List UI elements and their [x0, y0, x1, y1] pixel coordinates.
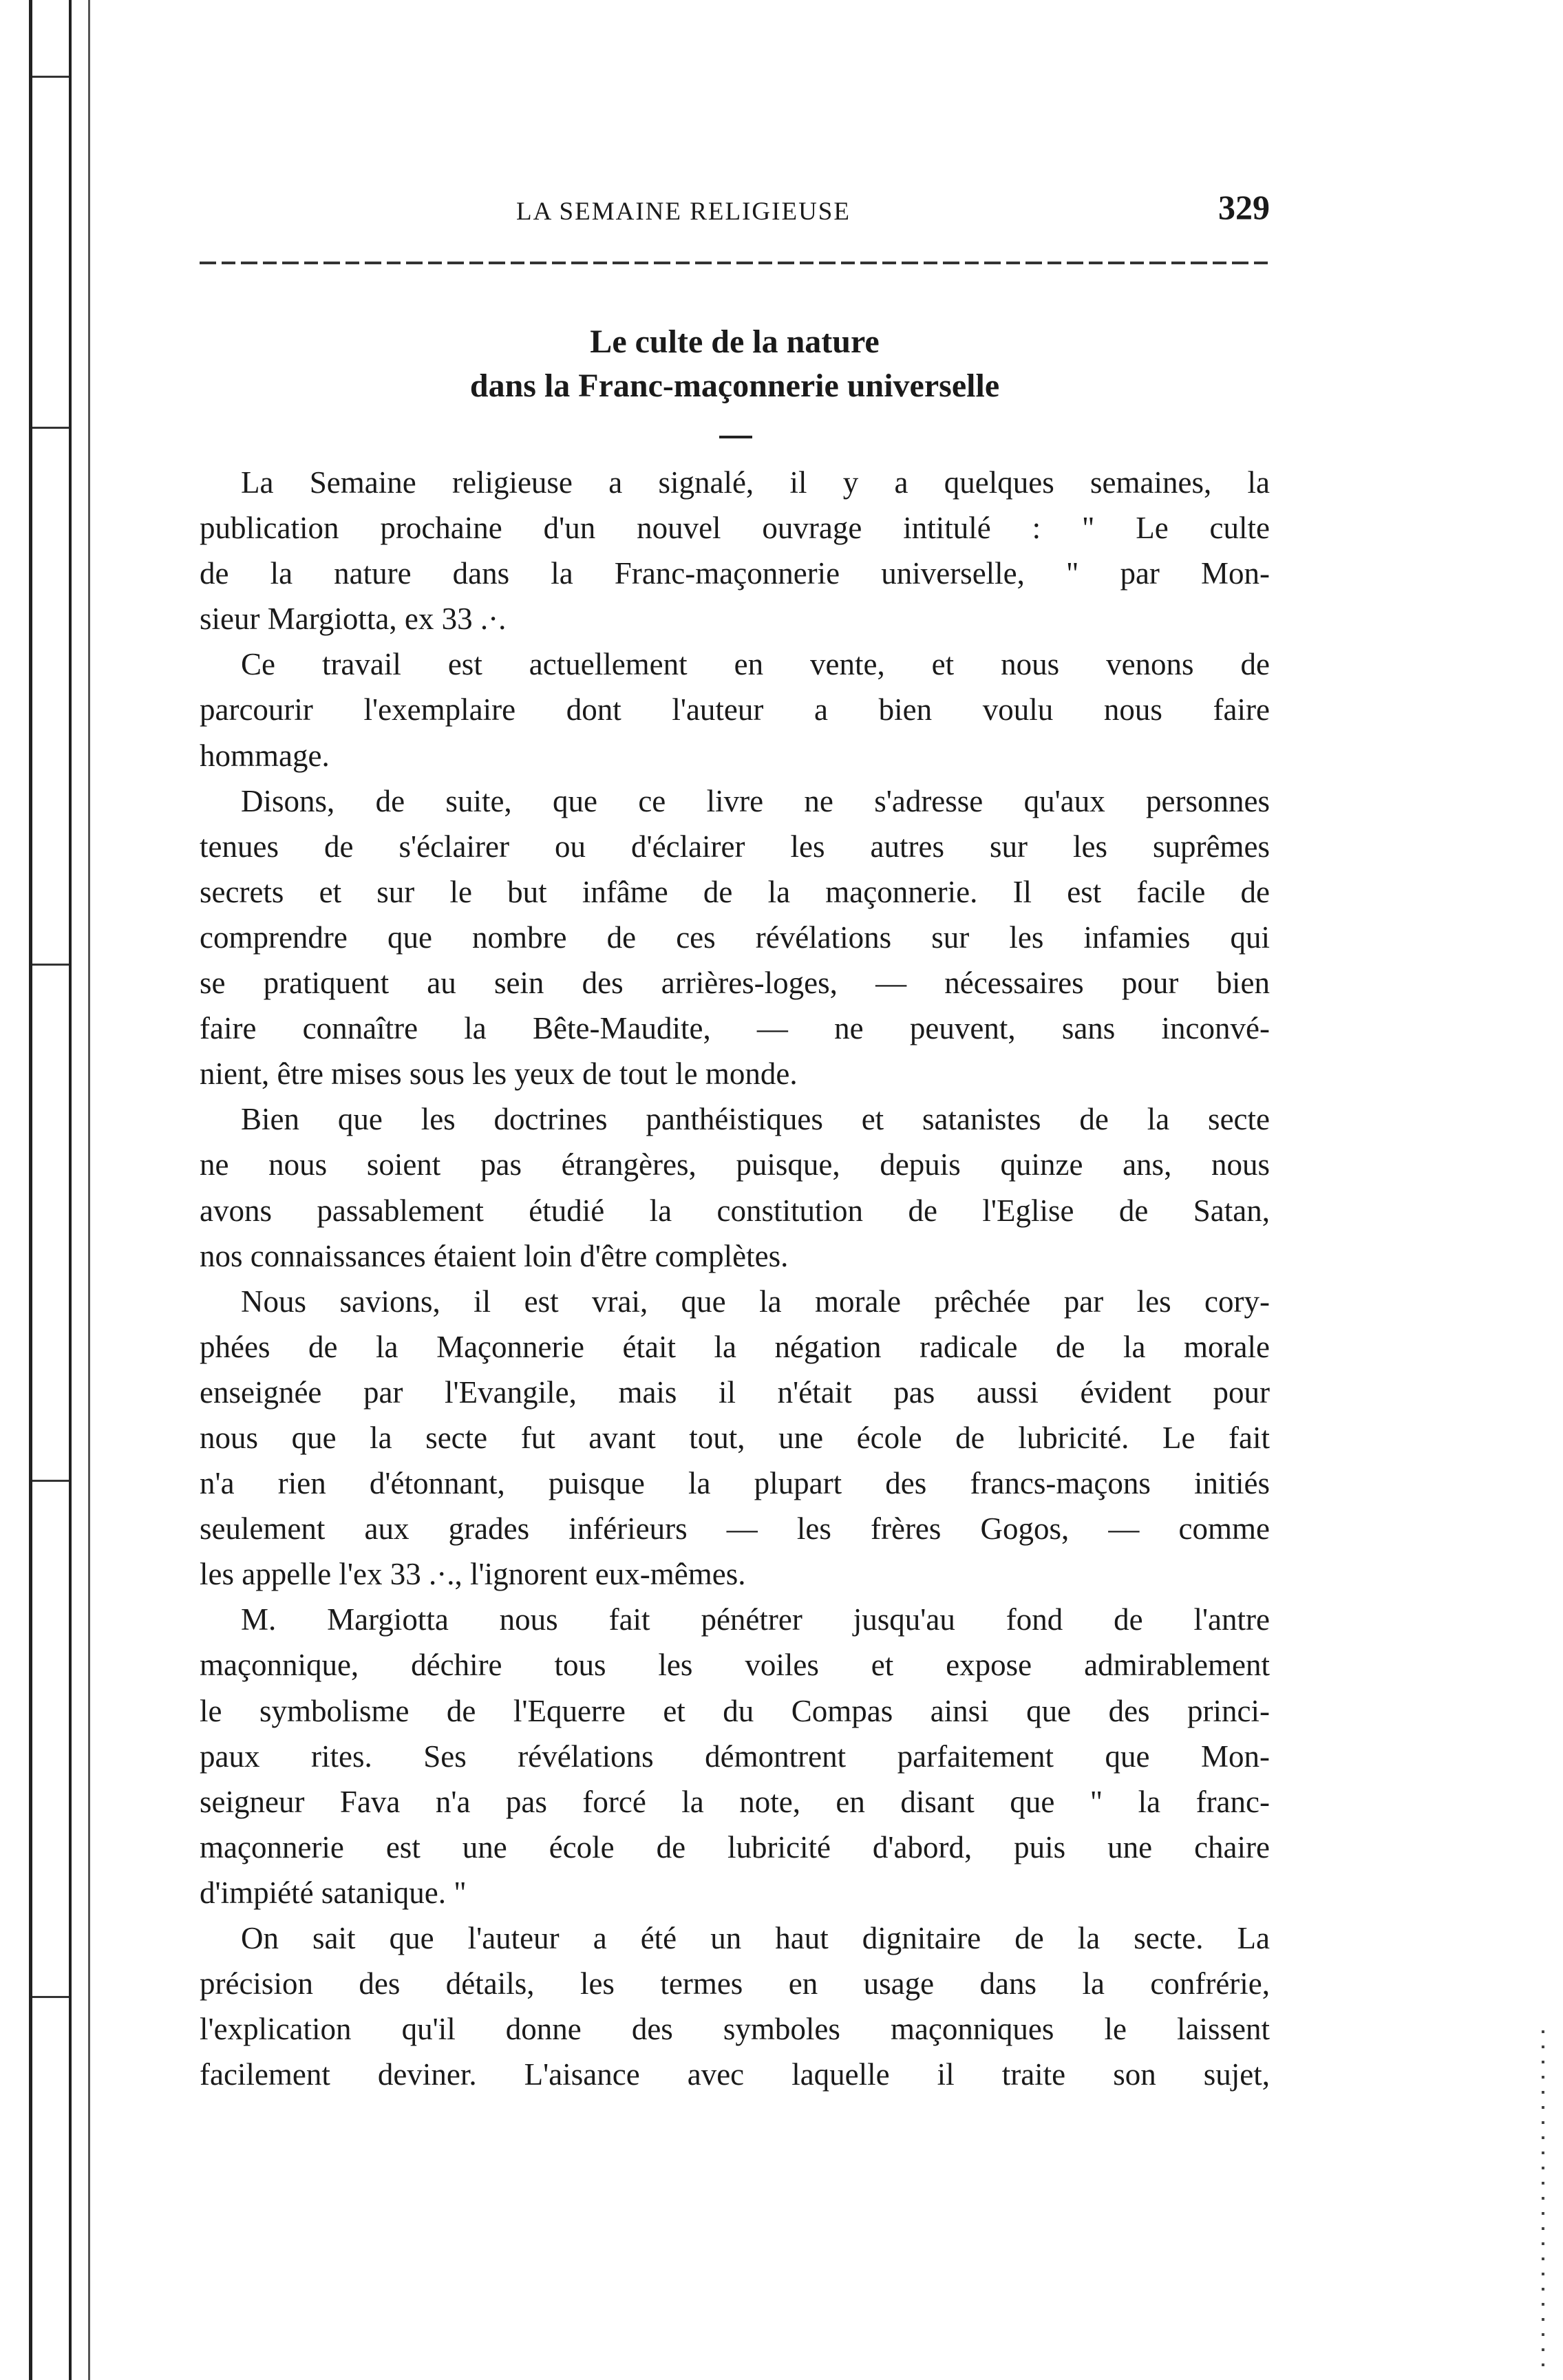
- text-line: secrets et sur le but infâme de la maçonnerie. Il est facile de: [200, 874, 1270, 909]
- text-line: enseignée par l'Evangile, mais il n'était pas aussi évident pour: [200, 1374, 1270, 1410]
- text-line: Nous savions, il est vrai, que la morale prêchée par les cory-: [241, 1284, 1270, 1319]
- text-line: seigneur Fava n'a pas forcé la note, en disant que " la franc-: [200, 1784, 1270, 1819]
- text-line: maçonnerie est une école de lubricité d'abord, puis une chaire: [200, 1829, 1270, 1864]
- text-line: seulement aux grades inférieurs — les frères Gogos, — comme: [200, 1511, 1270, 1547]
- text-line: les appelle l'ex 33 .·., l'ignorent eux-mêmes.: [200, 1557, 746, 1592]
- binding-mark: [32, 76, 69, 78]
- text-line: facilement deviner. L'aisance avec laquelle il traite son sujet,: [200, 2057, 1270, 2092]
- title-line: Le culte de la nature: [590, 323, 880, 360]
- text-line: tenues de s'éclairer ou d'éclairer les autres sur les suprêmes: [200, 829, 1270, 864]
- article-body: [200, 460, 1270, 2097]
- text-line: M. Margiotta nous fait pénétrer jusqu'au fond de l'antre: [241, 1602, 1270, 1637]
- text-line: Disons, de suite, que ce livre ne s'adresse qu'aux personnes: [241, 783, 1270, 818]
- text-line: de la nature dans la Franc-maçonnerie universelle, " par Mon-: [200, 556, 1270, 591]
- text-line: parcourir l'exemplaire dont l'auteur a bien voulu nous faire: [200, 692, 1270, 727]
- text-line: nous que la secte fut avant tout, une école de lubricité. Le fait: [200, 1420, 1270, 1455]
- text-line: hommage.: [200, 738, 330, 773]
- running-title: LA SEMAINE RELIGIEUSE: [516, 198, 851, 226]
- book-binding-edge: [0, 0, 96, 2380]
- binding-rule: [69, 0, 72, 2380]
- text-line: Bien que les doctrines panthéistiques et satanistes de la secte: [241, 1102, 1270, 1137]
- header-rule: [200, 262, 1270, 264]
- right-margin-specks: [1542, 2030, 1544, 2374]
- binding-mark: [32, 964, 69, 966]
- title-separator: [719, 436, 752, 438]
- binding-mark: [32, 427, 69, 429]
- text-line: d'impiété satanique. ": [200, 1875, 467, 1910]
- text-line: sieur Margiotta, ex 33 .·.: [200, 602, 507, 637]
- running-header: [200, 186, 1270, 234]
- text-line: Ce travail est actuellement en vente, et nous venons de: [241, 647, 1270, 682]
- title-line: dans la Franc-maçonnerie universelle: [469, 368, 1000, 404]
- text-line: n'a rien d'étonnant, puisque la plupart des francs-maçons initiés: [200, 1466, 1270, 1501]
- text-line: se pratiquent au sein des arrières-loges, — nécessaires pour bien: [200, 966, 1270, 1001]
- text-line: comprendre que nombre de ces révélations sur les infamies qui: [200, 920, 1270, 955]
- text-line: phées de la Maçonnerie était la négation radicale de la morale: [200, 1329, 1270, 1364]
- text-line: maçonnique, déchire tous les voiles et expose admirablement: [200, 1648, 1270, 1683]
- text-line: l'explication qu'il donne des symboles maçonniques le laissent: [200, 2012, 1270, 2047]
- binding-mark: [32, 1996, 69, 1998]
- page-number: 329: [1218, 188, 1270, 226]
- text-line: ne nous soient pas étrangères, puisque, depuis quinze ans, nous: [200, 1147, 1270, 1182]
- text-line: On sait que l'auteur a été un haut dignitaire de la secte. La: [241, 1921, 1270, 1955]
- binding-mark: [32, 1480, 69, 1482]
- text-line: le symbolisme de l'Equerre et du Compas ainsi que des princi-: [200, 1693, 1270, 1728]
- binding-rule: [88, 0, 90, 2380]
- text-line: paux rites. Ses révélations démontrent parfaitement que Mon-: [200, 1739, 1270, 1774]
- text-line: faire connaître la Bête-Maudite, — ne peuvent, sans inconvé-: [200, 1011, 1270, 1046]
- text-line: avons passablement étudié la constitution de l'Eglise de Satan,: [200, 1193, 1270, 1228]
- article-title: [200, 320, 1270, 408]
- text-line: précision des détails, les termes en usage dans la confrérie,: [200, 1966, 1270, 2001]
- binding-rule: [29, 0, 32, 2380]
- text-line: La Semaine religieuse a signalé, il y a quelques semaines, la: [241, 465, 1270, 500]
- text-line: nient, être mises sous les yeux de tout le monde.: [200, 1056, 798, 1092]
- text-line: nos connaissances étaient loin d'être complètes.: [200, 1238, 789, 1273]
- text-line: publication prochaine d'un nouvel ouvrage intitulé : " Le culte: [200, 511, 1270, 546]
